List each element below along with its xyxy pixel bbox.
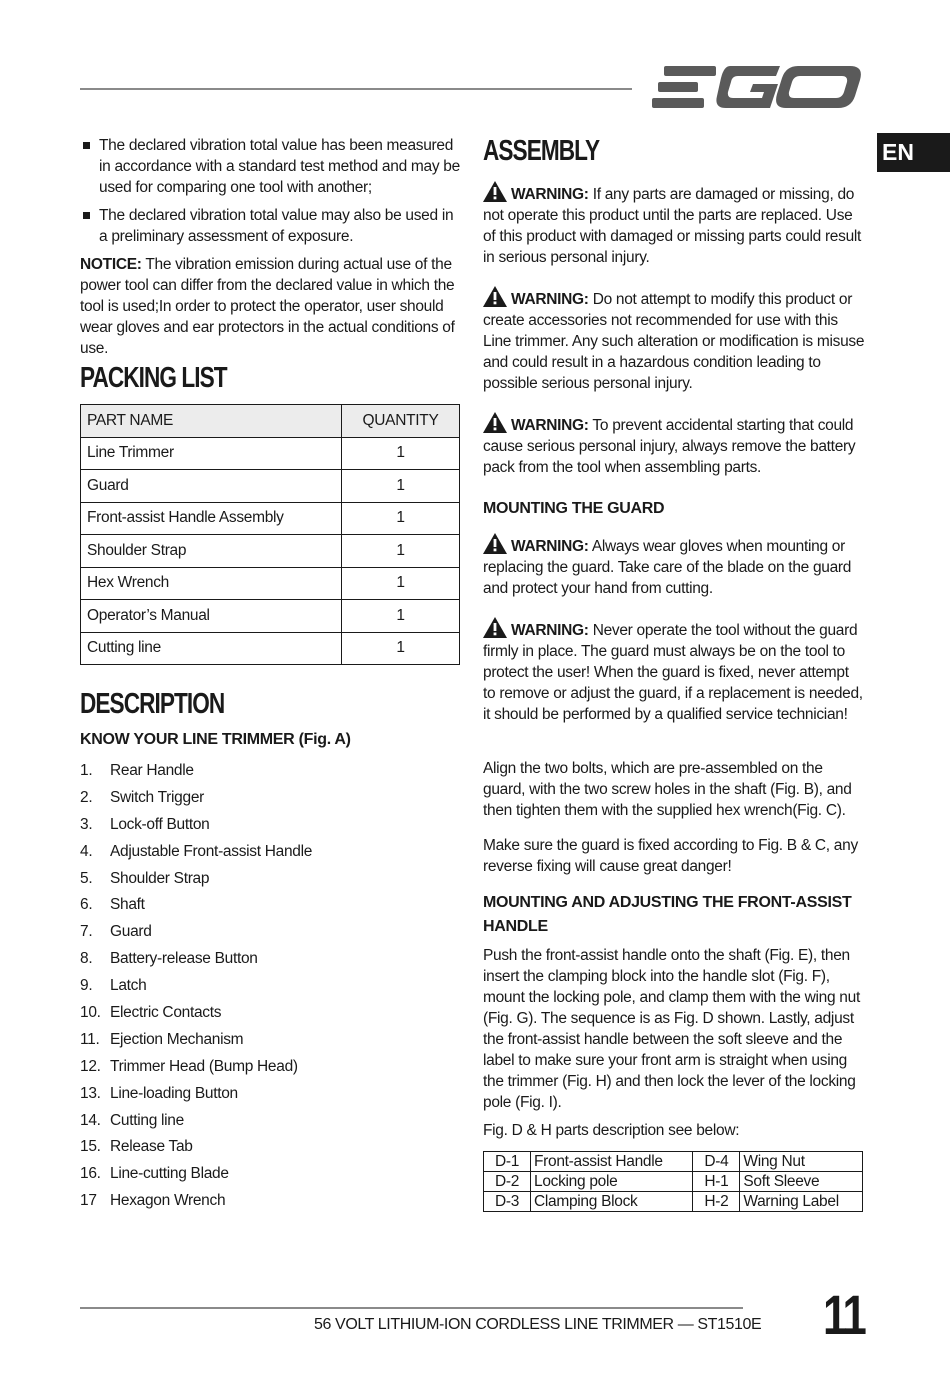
warning-triangle-icon [483,412,507,433]
warning-paragraph: WARNING: Never operate the tool without the guard firmly in place. The guard must always be on the tool to protect the user! When the guard is fixed, never attempt to remove or adjust the guard, if a replacement is needed, it should be performed by a qualified service technician! [483,617,865,725]
warning-triangle-icon [483,286,507,307]
table-row: Shoulder Strap 1 [81,535,460,568]
table-row: Operator’s Manual 1 [81,600,460,633]
header-rule [80,88,632,90]
packing-table [80,404,460,665]
list-item: 6. Shaft [80,896,145,914]
table-header-row [81,405,460,438]
make-sure-paragraph: Make sure the guard is fixed according to Fig. B & C, any reverse fixing will cause great danger! [483,837,858,875]
table-row: Guard 1 [81,470,460,503]
know-your-trimmer-heading: KNOW YOUR LINE TRIMMER (Fig. A) [80,731,351,748]
list-item: 10. Electric Contacts [80,1004,222,1022]
footer-title: 56 VOLT LITHIUM-ION CORDLESS LINE TRIMMER — ST1510E [314,1316,762,1333]
table-row: Line Trimmer 1 [81,437,460,470]
table-row: Front-assist Handle Assembly 1 [81,502,460,535]
list-item: 4. Adjustable Front-assist Handle [80,842,313,860]
notice-paragraph: NOTICE: The vibration emission during actual use of the power tool can differ from the declared value in which the tool is used;In order to protect the operator, user should wear gloves and ear protectors in the actual conditions of use. [80,256,455,357]
warning-paragraph: WARNING: To prevent accidental starting that could cause serious personal injury, always remove the battery pack from the tool when assembling parts. [483,412,865,478]
list-item: 2. Switch Trigger [80,788,204,806]
warning-paragraph: WARNING: If any parts are damaged or missing, do not operate this product until the parts are replaced. Use of this product with damaged or missing parts could result in serious personal injury. [483,181,865,268]
list-item: 1. Rear Handle [80,762,194,779]
column-header-quantity: QUANTITY [342,405,460,438]
table-row: Hex Wrench 1 [81,567,460,600]
align-paragraph: Align the two bolts, which are pre-assembled on the guard, with the two screw holes in the shaft (Fig. B), and then tighten them with the supplied hex wrench(Fig. C). [483,760,852,819]
list-item: 15. Release Tab [80,1138,193,1156]
list-item: 14. Cutting line [80,1111,184,1129]
list-item: 13. Line-loading Button [80,1084,238,1102]
warning-paragraph: WARNING: Always wear gloves when mounting or replacing the guard. Take care of the blade on the guard and protect your hand from cutting. [483,533,865,599]
list-item: 11. Ejection Mechanism [80,1030,244,1048]
list-item: 3. Lock-off Button [80,815,210,833]
warning-triangle-icon [483,533,507,554]
warning-paragraph: WARNING: Do not attempt to modify this product or create accessories not recommended for use with this Line trimmer. Any such alteration or modification is misuse and could result in a hazardous condition leading to possible serious personal injury. [483,286,865,394]
list-item: 17 Hexagon Wrench [80,1192,226,1210]
list-item: 7. Guard [80,923,152,941]
packing-list-heading: PACKING LIST [80,362,227,394]
list-item: 8. Battery-release Button [80,950,258,968]
warning-triangle-icon [483,181,507,202]
language-tab: EN [877,133,950,172]
parts-description-list [80,762,460,1219]
column-header-part-name: PART NAME [81,405,342,438]
table-row: Cutting line 1 [81,632,460,665]
assembly-heading: ASSEMBLY [483,135,600,167]
table-row: D-3 Clamping Block H-2 Warning Label [484,1192,863,1212]
warning-triangle-icon [483,617,507,638]
table-row: D-2 Locking pole H-1 Soft Sleeve [484,1172,863,1192]
bullet-square-icon [83,212,90,219]
ego-logo [652,62,862,112]
list-item: 5. Shoulder Strap [80,869,210,887]
fig-caption: Fig. D & H parts description see below: [483,1122,740,1139]
description-heading: DESCRIPTION [80,688,225,720]
list-item: 16. Line-cutting Blade [80,1165,229,1183]
front-assist-heading: MOUNTING AND ADJUSTING THE FRONT-ASSIST HANDLE [483,894,852,935]
fig-parts-table [483,1151,863,1212]
table-row: D-1 Front-assist Handle D-4 Wing Nut [484,1152,863,1172]
bullet-square-icon [83,142,90,149]
push-paragraph: Push the front-assist handle onto the shaft (Fig. E), then insert the clamping block into the handle slot (Fig. F), mount the locking pole, and clamp them with the wing nut (Fig. G). The sequence is as Fig. D shown. Lastly, adjust the front-assist handle between the soft sleeve and the label to make sure your front arm is straight when using the trimmer (Fig. H) and then lock the lever of the locking pole (Fig. I). [483,947,860,1111]
footer-rule [80,1307,743,1309]
list-item: 12. Trimmer Head (Bump Head) [80,1057,298,1075]
mounting-guard-heading: MOUNTING THE GUARD [483,500,665,517]
page-number: 11 [823,1283,865,1346]
list-item: 9. Latch [80,977,147,995]
